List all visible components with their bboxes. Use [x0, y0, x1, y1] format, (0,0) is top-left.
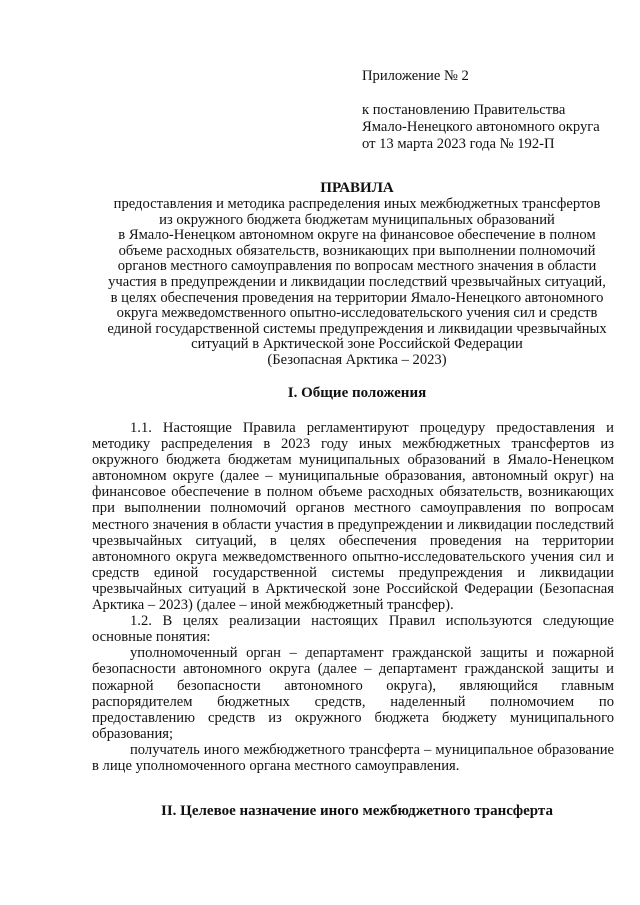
document-body [92, 420, 614, 774]
appendix-date: от 13 марта 2023 года № 192-П [362, 136, 555, 152]
subtitle-line: ситуаций в Арктической зоне Российской Федерации [191, 336, 523, 353]
definition-authorized-body: уполномоченный орган – департамент гражданской защиты и пожарной безопасности автономного округа (далее – департамент гражданской защиты и пожарной безопасности автономного округа), являющийся главным распорядителем бюджетных средств, наделенный полномочием по предоставлению средств из окружного бюджета бюджету муниципального образования; [92, 645, 614, 742]
appendix-reference: к постановлению Правительства [362, 102, 566, 118]
subtitle-line: единой государственной системы предупреждения и ликвидации чрезвычайных [107, 320, 607, 337]
paragraph-1-1: 1.1. Настоящие Правила регламентируют процедуру предоставления и методику распределения в 2023 году иных межбюджетных трансфертов из окружного бюджета бюджетам муниципальных образований в Ямало-Ненецком автономном округе (далее – муниципальные образования, автономный округ) на финансовое обеспечение в полном объеме расходных обязательств, возникающих при выполнении полномочий органов местного самоуправления по вопросам местного значения в области участия в предупреждении и ликвидации последствий чрезвычайных ситуаций, в целях обеспечения проведения на территории автономного округа межведомственного опытно-исследовательского учения сил и средств единой государственной системы предупреждения и ликвидации чрезвычайных ситуаций в Арктической зоне Российской Федерации (Безопасная Арктика – 2023) (далее – иной межбюджетный трансфер). [92, 420, 614, 614]
subtitle-line: предоставления и методика распределения иных межбюджетных трансфертов [113, 196, 601, 212]
section-heading-purpose: II. Целевое назначение иного межбюджетного трансферта [161, 803, 553, 819]
document-title: ПРАВИЛА [320, 180, 394, 196]
subtitle-line: в Ямало-Ненецком автономном округе на финансовое обеспечение в полном [118, 227, 596, 244]
paragraph-1-2: 1.2. В целях реализации настоящих Правил используются следующие основные понятия: [92, 613, 614, 646]
appendix-number: Приложение № 2 [362, 68, 469, 84]
subtitle-line: участия в предупреждении и ликвидации последствий чрезвычайных ситуаций, [108, 273, 606, 290]
section-heading-general: I. Общие положения [287, 385, 427, 401]
appendix-block [362, 68, 600, 153]
subtitle-line: объеме расходных обязательств, возникающих при выполнении полномочий [118, 242, 596, 259]
subtitle-line: из окружного бюджета бюджетам муниципальных образований [159, 211, 555, 228]
appendix-spacer [362, 85, 600, 102]
document-subtitle [92, 197, 622, 369]
subtitle-line: (Безопасная Арктика – 2023) [267, 351, 447, 368]
subtitle-line: в целях обеспечения проведения на территории Ямало-Ненецкого автономного [110, 289, 604, 306]
subtitle-line: округа межведомственного опытно-исследовательского учения сил и средств [116, 305, 598, 322]
subtitle-line: органов местного самоуправления по вопросам местного значения в области [117, 258, 597, 275]
appendix-region: Ямало-Ненецкого автономного округа [362, 119, 600, 135]
definition-recipient: получатель иного межбюджетного трансферта – муниципальное образование в лице уполномоченного органа местного самоуправления. [92, 741, 614, 774]
